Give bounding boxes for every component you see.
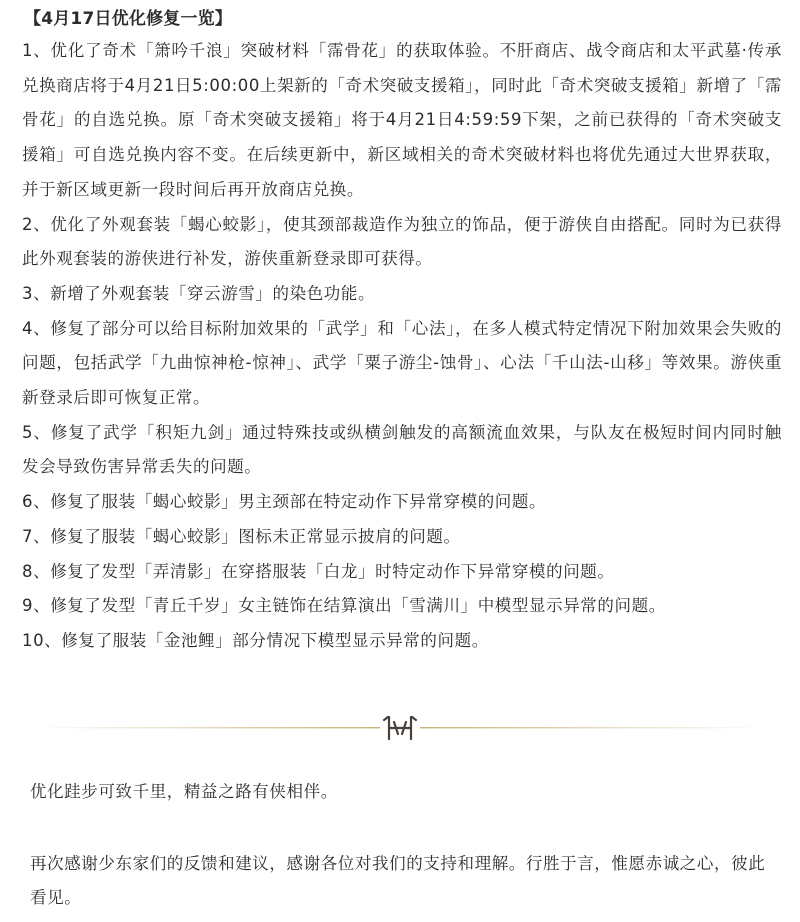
list-item-4: 4、修复了部分可以给目标附加效果的「武学」和「心法」，在多人模式特定情况下附加效果会失败的问题，包括武学「九曲惊神枪-惊神」、武学「粟子游尘-蚀骨」、心法「千山法-山移」等效果。游侠重新登录后即可恢复正常。: [22, 318, 782, 408]
ornament-divider: [32, 713, 768, 743]
list-item-3: 3、新增了外观套装「穿云游雪」的染色功能。: [22, 283, 376, 303]
closing-line-2: 再次感谢少东家们的反馈和建议，感谢各位对我们的支持和理解。行胜于言，惟愿赤诚之心，彼此看见。: [30, 854, 766, 907]
list-item-2: 2、优化了外观套装「蝎心蛟影」，使其颈部裁造作为独立的饰品，便于游侠自由搭配。同时为已获得此外观套装的游侠进行补发，游侠重新登录即可获得。: [22, 214, 782, 269]
list-item-7: 7、修复了服装「蝎心蛟影」图标未正常显示披肩的问题。: [22, 526, 461, 546]
list-item-6: 6、修复了服装「蝎心蛟影」男主颈部在特定动作下异常穿模的问题。: [22, 492, 547, 512]
list-item-5: 5、修复了武学「积矩九剑」通过特殊技或纵横剑触发的高额流血效果，与队友在极短时间内同时触发会导致伤害异常丢失的问题。: [22, 422, 782, 477]
list-item-9: 9、修复了发型「青丘千岁」女主链饰在结算演出「雪满川」中模型显示异常的问题。: [22, 596, 666, 616]
divider-line-left: [32, 727, 380, 728]
ornament-emblem-icon: [384, 717, 416, 739]
list-item-1: 1、优化了奇术「箫吟千浪」突破材料「霈骨花」的获取体验。不肝商店、战令商店和太平武墓·传承兑换商店将于4月21日5:00:00上架新的「奇术突破支援箱」，同时此「奇术突破支援箱」新增了「霈骨花」的自选兑换。原「奇术突破支援箱」将于4月21日4:59:59下架，之前已获得的「奇术突破支援箱」可自选兑换内容不变。在后续更新中，新区域相关的奇术突破材料也将优先通过大世界获取，并于新区域更新一段时间后再开放商店兑换。: [22, 41, 782, 199]
list-item-10: 10、修复了服装「金池鲤」部分情况下模型显示异常的问题。: [22, 630, 489, 650]
closing-line-1: 优化跬步可致千里，精益之路有侠相伴。: [30, 782, 338, 801]
page-title: 【4月17日优化修复一览】: [24, 9, 233, 29]
divider-line-right: [420, 727, 768, 728]
article-body: [22, 6, 782, 659]
list-item-8: 8、修复了发型「弄清影」在穿搭服装「白龙」时特定动作下异常穿模的问题。: [22, 561, 615, 581]
